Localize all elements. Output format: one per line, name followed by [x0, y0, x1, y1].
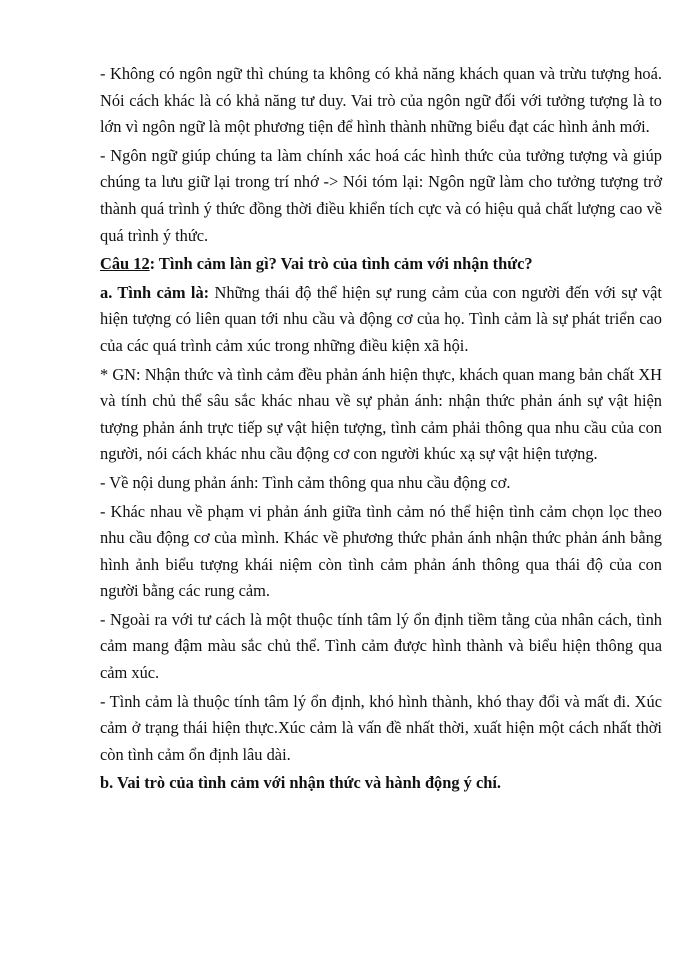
section-a-paragraph — [100, 280, 662, 360]
question-12-label: Câu 12 — [100, 254, 150, 274]
paragraph-scope-reflection: - Khác nhau về phạm vi phản ánh giữa tình cảm nó thể hiện tình cảm chọn lọc theo nhu cầu động cơ của mình. Khác về phương thức phản ánh nhận thức phản ánh bằng hình ảnh biểu tượng khái niệm còn tình cảm phản ánh thông qua thái độ của con người bằng các rung cảm. — [100, 501, 662, 601]
paragraph-language-imagination: - Ngôn ngữ giúp chúng ta làm chính xác hoá các hình thức của tưởng tượng và giúp chúng ta lưu giữ lại trong trí nhớ -> Nói tóm lại: Ngôn ngữ làm cho tưởng tượng trở thành quá trình ý thức đồng thời điều khiển tích cực và có hiệu quả chất lượng cao về quá trình ý thức. — [100, 145, 662, 245]
paragraph-language-abstraction: - Không có ngôn ngữ thì chúng ta không có khả năng khách quan và trừu tượng hoá. Nói cách khác là có khả năng tư duy. Vai trò của ngôn ngữ đối với tưởng tượng là to lớn vì ngôn ngữ là một phương tiện để hình thành những biểu đạt các hình ảnh mới. — [100, 64, 662, 137]
paragraph-content-reflection: - Về nội dung phản ánh: Tình cảm thông qua nhu cầu động cơ. — [100, 472, 511, 492]
question-12-heading — [100, 251, 662, 278]
document-body — [100, 61, 662, 797]
paragraph-similarities: * GN: Nhận thức và tình cảm đều phản ánh hiện thực, khách quan mang bản chất XH và tính chủ thể sâu sắc khác nhau về sự phản ánh: nhận thức phản ánh sự vật hiện tượng phản ánh trực tiếp sự vật hiện tượng, tình cảm phải thông qua nhu cầu của con người, nói cách khác nhu cầu động cơ con người khúc xạ sự vật hiện tượng. — [100, 364, 662, 464]
paragraph-personality-attribute: - Ngoài ra với tư cách là một thuộc tính tâm lý ổn định tiềm tằng của nhân cách, tình cảm mang đậm màu sắc chủ thể. Tình cảm được hình thành và biểu hiện thông qua cảm xúc. — [100, 609, 662, 683]
section-a-label: a. Tình cảm là: — [100, 282, 210, 302]
section-b-heading: b. Vai trò của tình cảm với nhận thức và hành động ý chí. — [100, 773, 501, 793]
question-12-text: : Tình cảm làn gì? Vai trò của tình cảm với nhận thức? — [149, 254, 533, 274]
paragraph-stable-attribute: - Tình cảm là thuộc tính tâm lý ổn định, khó hình thành, khó thay đổi và mất đi. Xúc cảm ở trạng thái hiện thực.Xúc cảm là vấn đề nhất thời, xuất hiện một cách nhất thời còn tình cảm ổn định lâu dài. — [100, 691, 662, 764]
section-a-text: Những thái độ thể hiện sự rung cảm của con người đến với sự vật hiện tượng có liên quan tới nhu cầu và động cơ của họ. Tình cảm là sự phát triển cao của các quá trình cảm xúc trong những điều kiện xã hội. — [100, 282, 662, 355]
